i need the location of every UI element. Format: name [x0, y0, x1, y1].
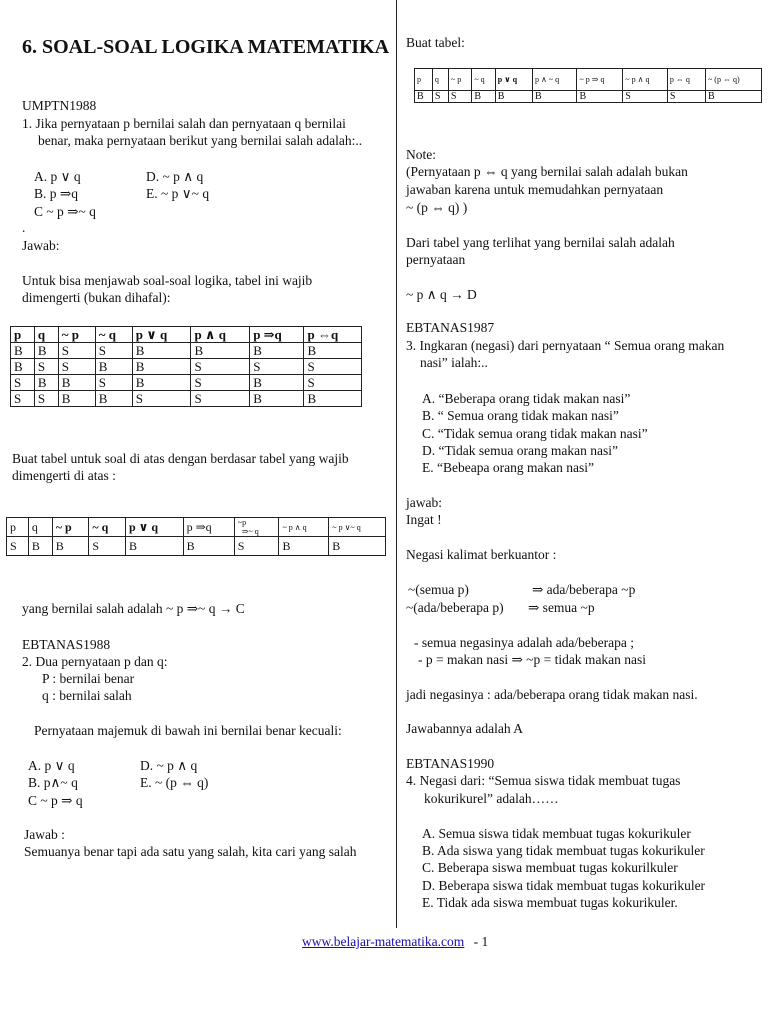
table-cell: B	[250, 391, 304, 407]
q4-text-line1: 4. Negasi dari: “Semua siswa tidak membuat tugas	[406, 773, 681, 788]
table-cell: S	[304, 359, 362, 375]
q3-option-b: B. “ Semua orang tidak makan nasi”	[422, 408, 619, 423]
q1-option-d: D. ~ p ∧ q	[146, 169, 204, 184]
table-cell: S	[89, 537, 126, 556]
q3-option-d: D. “Tidak semua orang makan nasi”	[422, 443, 618, 458]
table-cell: S	[448, 91, 471, 103]
q1-option-a: A. p ∨ q	[34, 169, 81, 184]
footer	[302, 934, 488, 950]
table-row	[7, 537, 386, 556]
q3-option-a: A. “Beberapa orang tidak makan nasi”	[422, 391, 631, 406]
table-cell: S	[132, 391, 191, 407]
rule-bullet-1: - semua negasinya adalah ada/beberapa ;	[414, 635, 635, 650]
table-cell: S	[95, 343, 132, 359]
header-cell: ~ p	[58, 327, 95, 343]
header-cell: ~ p ⇒ q	[577, 69, 623, 91]
table-row	[11, 391, 362, 407]
q2-option-a: A. p ∨ q	[28, 758, 75, 773]
table-cell: S	[667, 91, 705, 103]
table-cell: B	[34, 375, 58, 391]
q1-result: yang bernilai salah adalah ~ p ⇒~ q → C	[22, 601, 245, 616]
table-cell: B	[11, 359, 35, 375]
buat-tabel-label: Buat tabel:	[406, 35, 465, 50]
header-cell: ~ p	[52, 518, 89, 537]
table-cell: S	[58, 343, 95, 359]
q2-statement: Pernyataan majemuk di bawah ini bernilai benar kecuali:	[34, 723, 342, 738]
q3-text-line1: 3. Ingkaran (negasi) dari pernyataan “ Semua orang makan	[406, 338, 725, 353]
answer-table-q2	[414, 68, 762, 103]
table-cell: B	[250, 343, 304, 359]
table-cell: B	[58, 391, 95, 407]
q4-option-a: A. Semua siswa tidak membuat tugas kokurikuler	[422, 826, 691, 841]
table-cell: B	[52, 537, 89, 556]
table-cell: B	[28, 537, 52, 556]
table-cell: S	[95, 375, 132, 391]
buat-line1: Buat tabel untuk soal di atas dengan berdasar tabel yang wajib	[12, 451, 349, 466]
q3-option-c: C. “Tidak semua orang tidak makan nasi”	[422, 426, 648, 441]
intro-line1: Untuk bisa menjawab soal-soal logika, tabel ini wajib	[22, 273, 313, 288]
table-cell: S	[191, 391, 250, 407]
header-cell: p	[415, 69, 433, 91]
table-cell: B	[577, 91, 623, 103]
table-cell: B	[304, 391, 362, 407]
table-cell: B	[472, 91, 495, 103]
table-cell: S	[34, 359, 58, 375]
page-number: - 1	[473, 934, 489, 949]
header-cell-bottom: ⇒~ q	[241, 527, 259, 536]
q2-p-value: P : bernilai benar	[42, 671, 135, 686]
table-cell: S	[304, 375, 362, 391]
column-divider	[396, 0, 397, 928]
dot: .	[22, 220, 26, 235]
note-line3: ~ (p ⇔ q) )	[406, 200, 468, 215]
table-cell: S	[234, 537, 279, 556]
q2-answer: ~ p ∧ q → D	[406, 287, 477, 302]
dari-line1: Dari tabel yang terlihat yang bernilai salah adalah	[406, 235, 675, 250]
table-cell: S	[58, 359, 95, 375]
q1-text-line1: 1. Jika pernyataan p bernilai salah dan pernyataan q bernilai	[22, 116, 346, 131]
header-cell: p ⇒q	[183, 518, 234, 537]
table-cell: S	[11, 375, 35, 391]
table-cell: S	[34, 391, 58, 407]
table-cell: B	[95, 359, 132, 375]
footer-website-link[interactable]: www.belajar-matematika.com	[302, 934, 465, 949]
q2-option-b: B. p∧~ q	[28, 775, 78, 790]
table-cell: S	[623, 91, 668, 103]
q1-option-b: B. p ⇒q	[34, 186, 78, 201]
q2-text: 2. Dua pernyataan p dan q:	[22, 654, 168, 669]
q2-option-d: D. ~ p ∧ q	[140, 758, 198, 773]
table-cell: B	[11, 343, 35, 359]
q1-text-line2: benar, maka pernyataan berikut yang bernilai salah adalah:..	[38, 133, 363, 148]
table-cell: B	[191, 343, 250, 359]
table-cell: B	[329, 537, 386, 556]
header-cell: p ∧ q	[191, 327, 250, 343]
header-cell: ~ p ∧ q	[623, 69, 668, 91]
header-cell: p ∧ ~ q	[532, 69, 577, 91]
header-cell: p ∨ q	[495, 69, 532, 91]
q4-option-e: E. Tidak ada siswa membuat tugas kokurikuler.	[422, 895, 678, 910]
header-cell: p ⇔ q	[667, 69, 705, 91]
q2-option-e: E. ~ (p ⇔ q)	[140, 775, 209, 790]
table-cell: S	[7, 537, 29, 556]
header-cell: p ∨ q	[125, 518, 183, 537]
negation-2-left: ~(ada/beberapa p)	[406, 600, 504, 615]
table-cell: B	[304, 343, 362, 359]
header-cell: p	[7, 518, 29, 537]
header-cell: p ∨ q	[132, 327, 191, 343]
intro-line2: dimengerti (bukan dihafal):	[22, 290, 171, 305]
q3-option-e: E. “Bebeapa orang makan nasi”	[422, 460, 595, 475]
ingat-label: Ingat !	[406, 512, 442, 527]
header-cell-stacked	[234, 518, 279, 537]
q4-option-d: D. Beberapa siswa tidak membuat tugas kokurikuler	[422, 878, 706, 893]
dari-line2: pernyataan	[406, 252, 466, 267]
table-cell: B	[132, 359, 191, 375]
table-row	[11, 375, 362, 391]
header-cell: p	[11, 327, 35, 343]
table-cell: B	[532, 91, 577, 103]
note-line1: (Pernyataan p ⇔ q yang bernilai salah adalah bukan	[406, 164, 688, 179]
table-header-row	[11, 327, 362, 343]
q4-option-b: B. Ada siswa yang tidak membuat tugas kokurikuler	[422, 843, 705, 858]
header-cell: ~ (p ⇔ q)	[705, 69, 761, 91]
table-row	[11, 343, 362, 359]
table-cell: B	[183, 537, 234, 556]
header-cell: ~ q	[95, 327, 132, 343]
header-cell: q	[34, 327, 58, 343]
jadi-text: jadi negasinya : ada/beberapa orang tidak makan nasi.	[406, 687, 698, 702]
negation-1-right: ⇒ ada/beberapa ~p	[532, 582, 636, 597]
jawab2-label: Jawab :	[24, 827, 65, 842]
q4-option-c: C. Beberapa siswa membuat tugas kokurilkuler	[422, 860, 678, 875]
q2-q-value: q : bernilai salah	[42, 688, 132, 703]
note-label: Note:	[406, 147, 436, 162]
table-cell: B	[250, 375, 304, 391]
table-cell: S	[250, 359, 304, 375]
buat-line2: dimengerti di atas :	[12, 468, 116, 483]
header-cell: ~ p	[448, 69, 471, 91]
table-cell: S	[191, 359, 250, 375]
header-cell: q	[28, 518, 52, 537]
table-cell: B	[132, 375, 191, 391]
header-cell: p ⇒q	[250, 327, 304, 343]
negation-1-left: ~(semua p)	[408, 582, 469, 597]
header-cell: ~ p ∨~ q	[329, 518, 386, 537]
table-row	[415, 91, 762, 103]
header-cell: ~ q	[472, 69, 495, 91]
table-cell: S	[432, 91, 448, 103]
table-cell: S	[11, 391, 35, 407]
table-cell: S	[191, 375, 250, 391]
q3-text-line2: nasi” ialah:..	[420, 355, 488, 370]
q1-option-c: C ~ p ⇒~ q	[34, 204, 96, 219]
jawab-label: Jawab:	[22, 238, 60, 253]
table-cell: B	[705, 91, 761, 103]
q4-text-line2: kokurikurel” adalah……	[424, 791, 559, 806]
answer-table-q1	[6, 517, 386, 556]
q2-option-c: C ~ p ⇒ q	[28, 793, 83, 808]
table-cell: B	[132, 343, 191, 359]
header-cell-top: ~p	[237, 518, 247, 527]
q2-source: EBTANAS1988	[22, 637, 111, 652]
table-row	[11, 359, 362, 375]
table-header-row	[7, 518, 386, 537]
header-cell: p ⇔q	[304, 327, 362, 343]
jawab2-text: Semuanya benar tapi ada satu yang salah, kita cari yang salah	[24, 844, 357, 859]
table-cell: B	[34, 343, 58, 359]
negasi-title: Negasi kalimat berkuantor :	[406, 547, 557, 562]
table-header-row	[415, 69, 762, 91]
truth-table	[10, 326, 362, 407]
header-cell: q	[432, 69, 448, 91]
table-cell: B	[279, 537, 329, 556]
table-cell: B	[58, 375, 95, 391]
note-line2: jawaban karena untuk memudahkan pernyataan	[406, 182, 664, 197]
table-cell: B	[495, 91, 532, 103]
header-cell: ~ p ∧ q	[279, 518, 329, 537]
q4-source: EBTANAS1990	[406, 756, 495, 771]
q1-option-e: E. ~ p ∨~ q	[146, 186, 210, 201]
q3-answer: Jawabannya adalah A	[406, 721, 523, 736]
page-title: 6. SOAL-SOAL LOGIKA MATEMATIKA	[22, 36, 390, 58]
header-cell: ~ q	[89, 518, 126, 537]
jawab3-label: jawab:	[406, 495, 442, 510]
negation-2-right: ⇒ semua ~p	[528, 600, 595, 615]
table-cell: B	[415, 91, 433, 103]
table-cell: B	[125, 537, 183, 556]
table-cell: B	[95, 391, 132, 407]
q3-source: EBTANAS1987	[406, 320, 495, 335]
rule-bullet-2: - p = makan nasi ⇒ ~p = tidak makan nasi	[418, 652, 647, 667]
q1-source: UMPTN1988	[22, 98, 97, 113]
